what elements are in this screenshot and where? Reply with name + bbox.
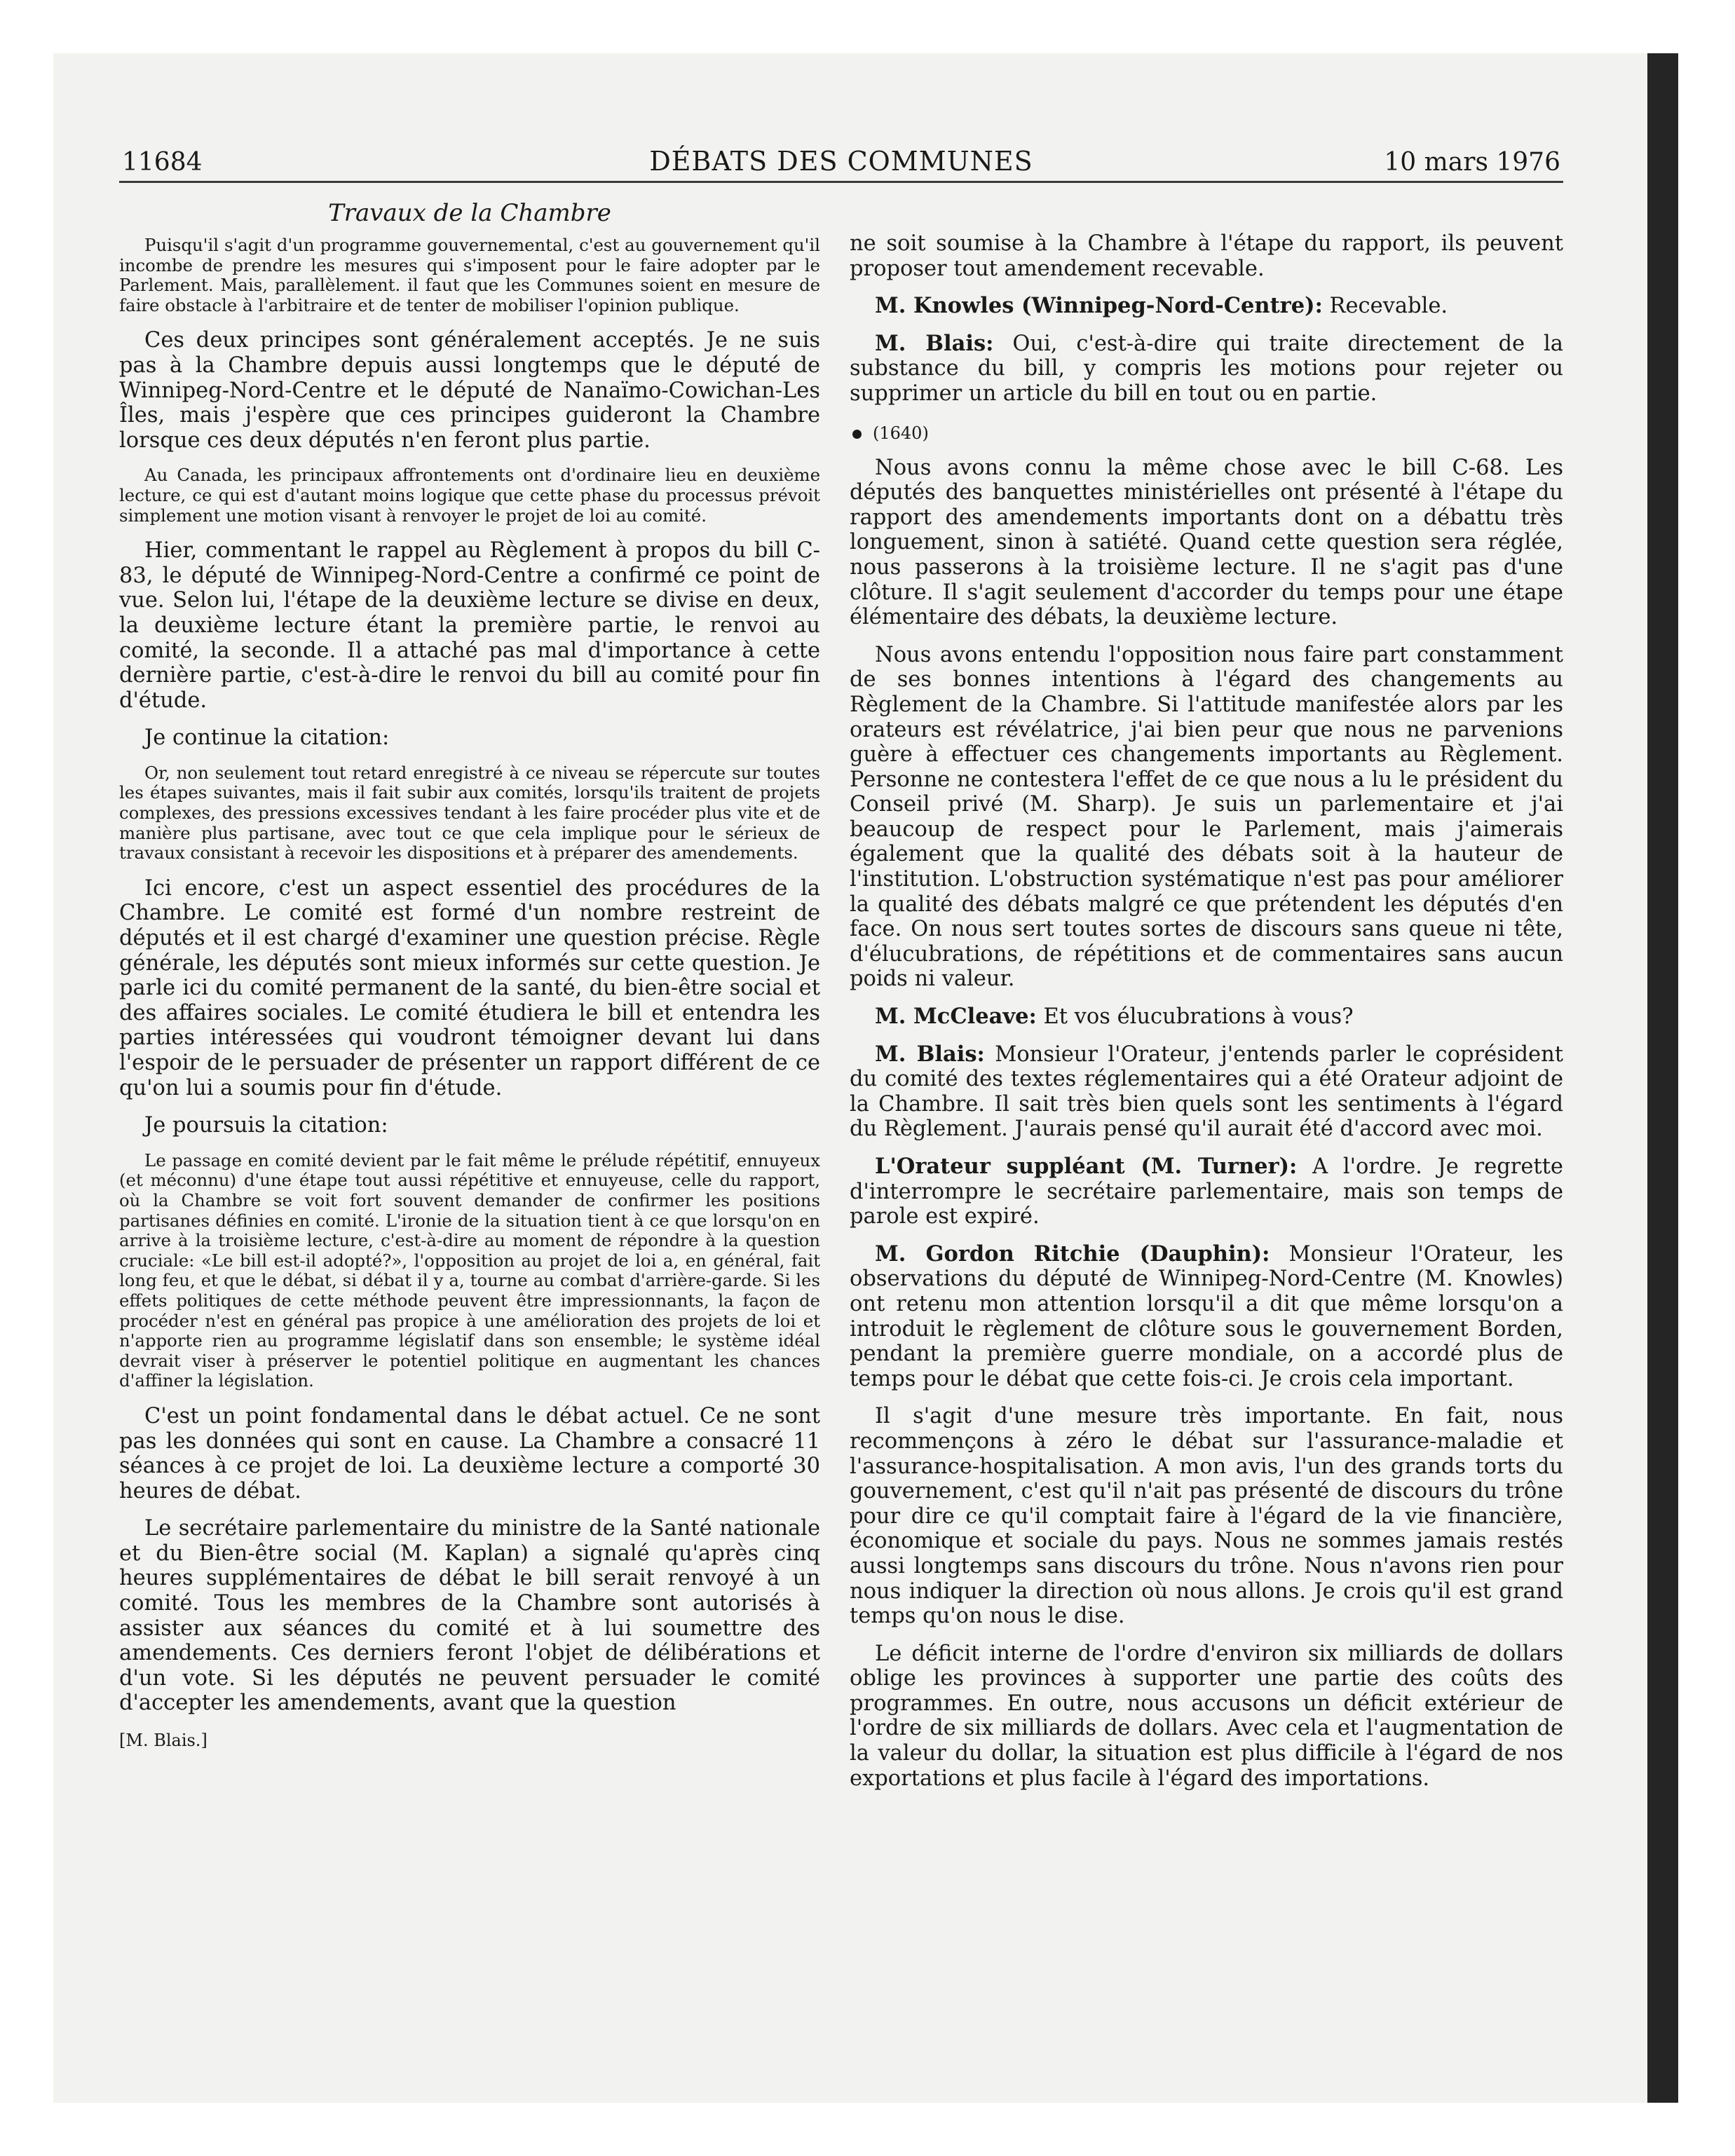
- quote-paragraph: Au Canada, les principaux affrontements ont d'ordinaire lieu en deuxième lecture, ce qui est d'autant moins logique que cette phase du processus prévoit simplement une motion visant à renvoyer le projet de loi au comité.: [119, 465, 820, 526]
- right-column: [850, 231, 1563, 1803]
- scan-edge-shadow: [1647, 53, 1678, 2103]
- speaker-name: M. Blais:: [875, 330, 994, 356]
- speaker-name: M. Knowles (Winnipeg-Nord-Centre):: [875, 293, 1323, 319]
- quote-paragraph: Or, non seulement tout retard enregistré à ce niveau se répercute sur toutes les étapes suivantes, mais il fait subir aux comités, lorsqu'ils traitent de projets complexes, des pressions excessives tendant à les faire procéder plus vite et de manière plus partisane, avec tout ce que cela implique pour le sérieux de travaux consistant à recevoir les dispositions et à préparer des amendements.: [119, 762, 820, 864]
- body-paragraph: Le déficit interne de l'ordre d'environ six milliards de dollars oblige les provinces à supporter une partie des coûts des programmes. En outre, nous accusons un déficit extérieur de l'ordre de six milliards de dollars. Avec cela et l'augmentation de la valeur du dollar, la situation est plus difficile à l'égard de nos exportations et plus facile à l'égard des importations.: [850, 1641, 1563, 1791]
- quote-paragraph: Le passage en comité devient par le fait même le prélude répétitif, ennuyeux (et méconnu) d'une étape tout aussi répétitive et ennuyeuse, celle du rapport, où la Chambre se voit fort souvent demander de confirmer les positions partisanes définies en comité. L'ironie de la situation tient à ce que lorsqu'on en arrive à la troisième lecture, c'est-à-dire au moment de répondre à la question cruciale: «Le bill est-il adopté?», l'opposition au projet de loi a, en général, fait long feu, et que le débat, si débat il y a, tourne au combat d'arrière-garde. Si les effets politiques de cette méthode peuvent être impressionnants, la façon de procéder n'est en général pas propice à une amélioration des projets de loi et n'apporte rien au programme législatif dans son ensemble; le système idéal devrait viser à préserver le potentiel politique en augmentant les chances d'affiner la législation.: [119, 1149, 820, 1391]
- timestamp-marker: [852, 419, 1563, 447]
- page-number: 11684: [122, 148, 203, 177]
- issue-date: 10 mars 1976: [1384, 148, 1560, 177]
- speech-text: Et vos élucubrations à vous?: [1036, 1004, 1354, 1030]
- speech-text: A l'ordre. Je regrette d'interrompre le secrétaire parlementaire, mais son temps de parole est expiré.: [850, 1154, 1563, 1229]
- timestamp-text: (1640): [873, 423, 929, 443]
- section-title: Travaux de la Chambre: [328, 199, 611, 227]
- body-paragraph: C'est un point fondamental dans le débat actuel. Ce ne sont pas les données qui sont en cause. La Chambre a consacré 11 séances à ce projet de loi. La deuxième lecture a comporté 30 heures de débat.: [119, 1403, 820, 1503]
- body-paragraph: Je poursuis la citation:: [144, 1113, 388, 1138]
- bullet-dot-icon: [852, 430, 862, 439]
- quote-paragraph: Puisqu'il s'agit d'un programme gouvernemental, c'est au gouvernement qu'il incombe de prendre les mesures qui s'imposent pour le faire adopter par le Parlement. Mais, parallèlement. il faut que les Communes soient en mesure de faire obstacle à l'arbitraire et de tenter de mobiliser l'opinion publique.: [119, 235, 820, 315]
- body-paragraph: Le secrétaire parlementaire du ministre de la Santé nationale et du Bien-être social (M. Kaplan) a signalé qu'après cinq heures supplémentaires de débat le bill serait renvoyé à un comité. Tous les membres de la Chambre sont autorisés à assister aux séances du comité et à lui soumettre des amendements. Ces derniers feront l'objet de délibérations et d'un vote. Si les députés ne peuvent persuader le comité d'accepter les amendements, avant que la question: [119, 1516, 820, 1716]
- speaker-name: M. Gordon Ritchie (Dauphin):: [875, 1241, 1270, 1267]
- speech-paragraph: [850, 1154, 1563, 1229]
- body-paragraph: Hier, commentant le rappel au Règlement à propos du bill C-83, le député de Winnipeg-Nord-Centre a confirmé ce point de vue. Selon lui, l'étape de la deuxième lecture se divise en deux, la deuxième lecture étant la première partie, le renvoi au comité, la seconde. Il a attaché pas mal d'importance à cette dernière partie, c'est-à-dire le renvoi du bill au comité pour fin d'étude.: [119, 538, 820, 713]
- speech-text: Oui, c'est-à-dire qui traite directement de la substance du bill, y compris les motions pour rejeter ou supprimer un article du bill en tout ou en partie.: [850, 331, 1563, 406]
- speech-text: Monsieur l'Orateur, les observations du député de Winnipeg-Nord-Centre (M. Knowles) ont retenu mon attention lorsqu'il a dit que même lorsqu'on a introduit le règlement de clôture sous le gouvernement Borden, pendant la première guerre mondiale, on a accordé plus de temps pour le débat que cette fois-ci. Je crois cela important.: [850, 1241, 1563, 1391]
- speaker-name: L'Orateur suppléant (M. Turner):: [875, 1154, 1298, 1179]
- speaker-footnote: [M. Blais.]: [119, 1731, 207, 1751]
- speech-text: Monsieur l'Orateur, j'entends parler le coprésident du comité des textes réglementaires qui a été Orateur adjoint de la Chambre. Il sait très bien quels sont les sentiments à l'égard du Règlement. J'aurais pensé qu'il aurait été d'accord avec moi.: [850, 1042, 1563, 1142]
- body-paragraph: Ces deux principes sont généralement acceptés. Je ne suis pas à la Chambre depuis aussi longtemps que le député de Winnipeg-Nord-Centre et le député de Nanaïmo-Cowichan-Les Îles, mais j'espère que ces principes guideront la Chambre lorsque ces deux députés n'en feront plus partie.: [119, 328, 820, 453]
- speech-paragraph: [850, 1242, 1563, 1392]
- speech-paragraph: [850, 1004, 1563, 1030]
- body-paragraph: Je continue la citation:: [144, 725, 390, 751]
- left-column: [119, 198, 820, 1752]
- publication-title: DÉBATS DES COMMUNES: [649, 146, 1033, 177]
- speech-paragraph: [850, 1042, 1563, 1142]
- speaker-name: M. McCleave:: [875, 1004, 1037, 1030]
- body-paragraph: ne soit soumise à la Chambre à l'étape du rapport, ils peuvent proposer tout amendement recevable.: [850, 231, 1563, 281]
- body-paragraph: Nous avons entendu l'opposition nous faire part constamment de ses bonnes intentions à l'égard des changements au Règlement de la Chambre. Si l'attitude manifestée alors par les orateurs est révélatrice, j'ai bien peur que nous ne parvenions guère à effectuer ces changements importants au Règlement. Personne ne contestera l'effet de ce que nous a lu le président du Conseil privé (M. Sharp). Je suis un parlementaire et j'ai beaucoup de respect pour le Parlement, mais j'aimerais également que la qualité des débats soit à la hauteur de l'institution. L'obstruction systématique n'est pas pour améliorer la qualité des débats malgré ce que prétendent les députés d'en face. On nous sert toutes sortes de discours sans queue ni tête, d'élucubrations, de répétitions et de commentaires sans aucun poids ni valeur.: [850, 642, 1563, 992]
- speech-text: Recevable.: [1322, 294, 1448, 319]
- speech-paragraph: [850, 294, 1563, 319]
- body-paragraph: Nous avons connu la même chose avec le bill C-68. Les députés des banquettes ministérielles ont présenté à l'étape du rapport des amendements importants dont on a débattu très longuement, sinon à satiété. Quand cette question sera réglée, nous passerons à la troisième lecture. Il ne s'agit pas d'une clôture. Il s'agit seulement d'accorder du temps pour une étape élémentaire des débats, la deuxième lecture.: [850, 455, 1563, 630]
- page-header: [119, 142, 1563, 183]
- speech-paragraph: [850, 332, 1563, 407]
- body-paragraph: Il s'agit d'une mesure très importante. En fait, nous recommençons à zéro le débat sur l'assurance-maladie et l'assurance-hospitalisation. A mon avis, l'un des grands torts du gouvernement, c'est qu'il n'ait pas présenté de discours du trône pour dire ce qu'il comptait faire à l'égard de la vie financière, économique et sociale du pays. Nous ne sommes jamais restés aussi longtemps sans discours du trône. Nous n'avons rien pour nous indiquer la direction où nous allons. Je crois qu'il est grand temps qu'on nous le dise.: [850, 1404, 1563, 1629]
- speaker-name: M. Blais:: [875, 1041, 985, 1067]
- body-paragraph: Ici encore, c'est un aspect essentiel des procédures de la Chambre. Le comité est formé d'un nombre restreint de députés et il est chargé d'examiner une question précise. Règle générale, les députés sont mieux informés sur cette question. Je parle ici du comité permanent de la santé, du bien-être social et des affaires sociales. Le comité étudiera le bill et entendra les parties intéressées qui voudront témoigner devant lui dans l'espoir de le persuader de présenter un rapport différent de ce qu'on lui a soumis pour fin d'étude.: [119, 875, 820, 1100]
